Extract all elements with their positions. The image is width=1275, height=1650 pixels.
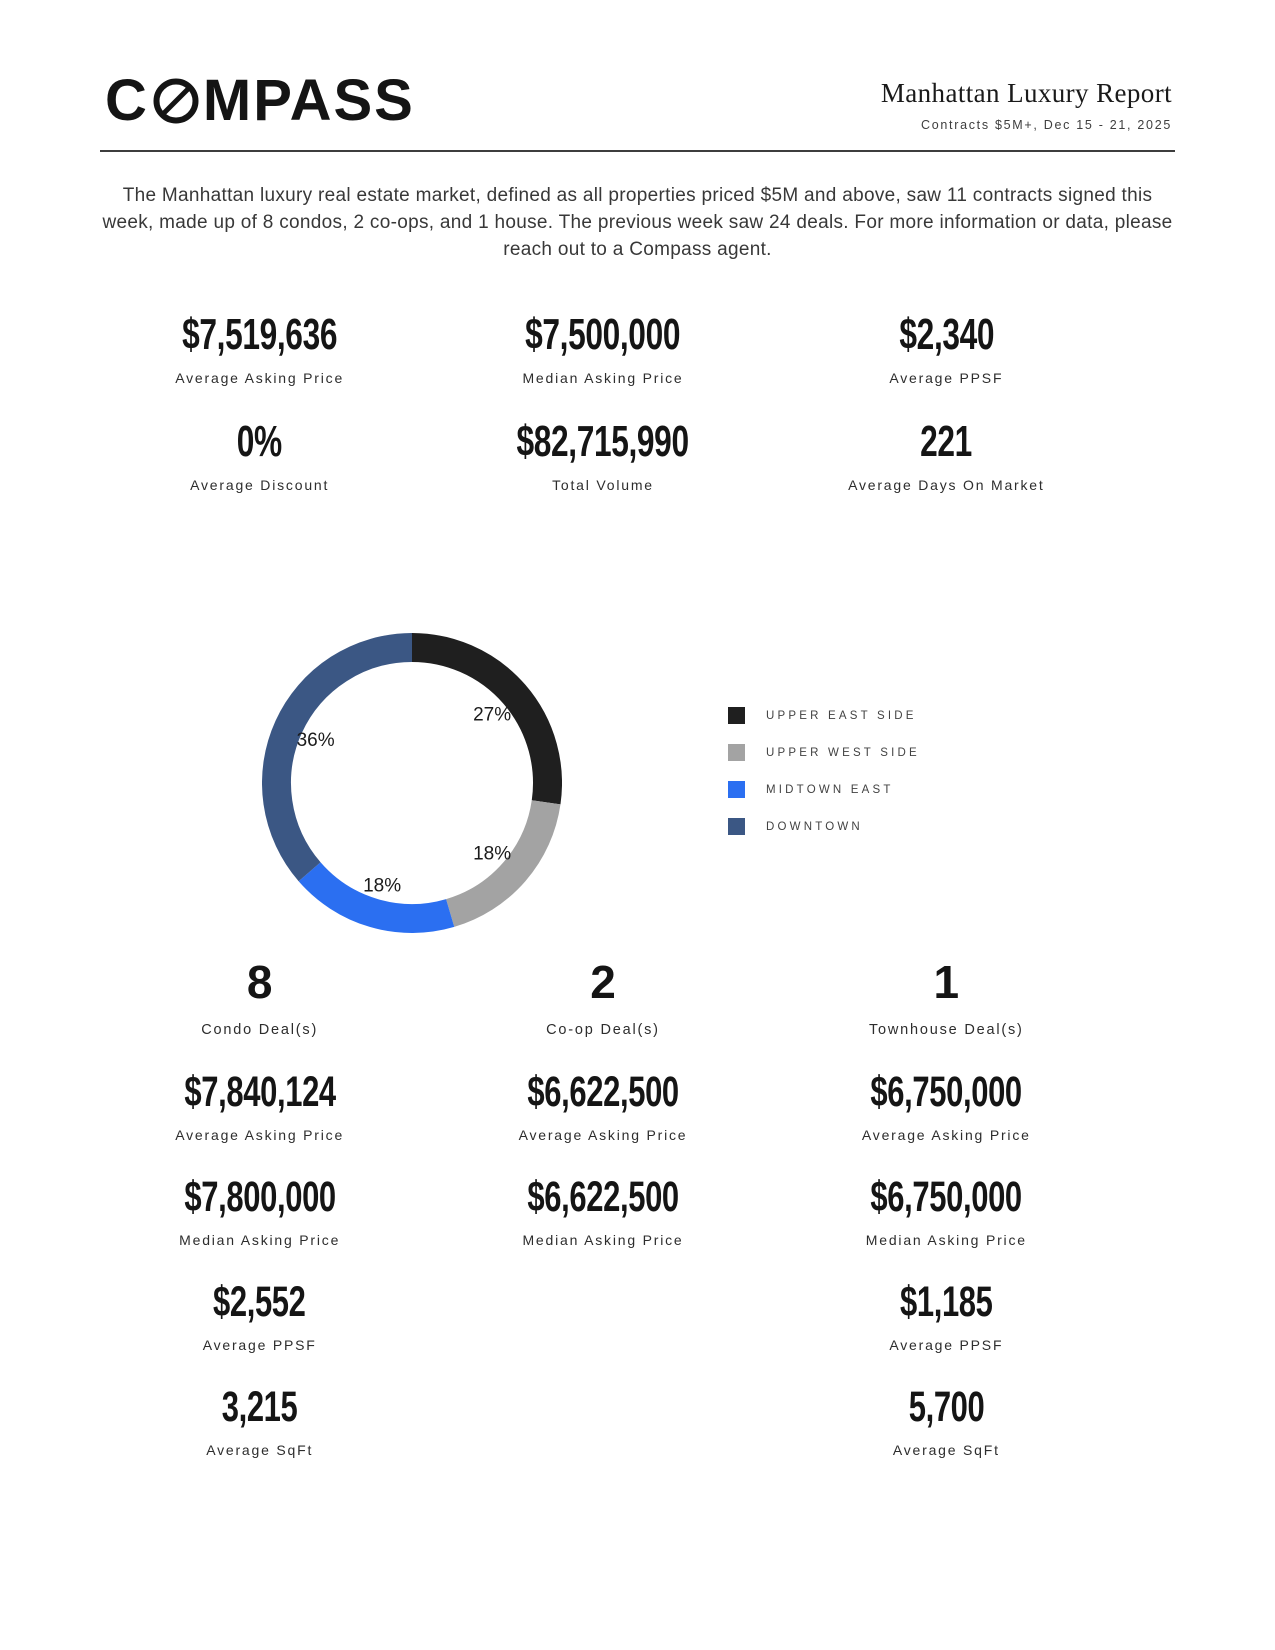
- summary-stats-grid: [88, 310, 1118, 493]
- type-stat: [88, 1383, 431, 1458]
- type-label: Townhouse Deal(s): [868, 1022, 1024, 1038]
- legend-label: DOWNTOWN: [766, 820, 863, 833]
- type-stat-value: $6,750,000: [870, 1173, 1023, 1221]
- type-count: 2: [590, 956, 616, 1008]
- type-count: 1: [933, 956, 960, 1008]
- header-divider: [100, 150, 1175, 152]
- type-stat-label: Median Asking Price: [522, 1232, 684, 1248]
- type-stat: [88, 1278, 431, 1353]
- donut-segment-downtown: [277, 648, 413, 872]
- type-col-condo: [88, 956, 431, 1458]
- compass-logo: [105, 68, 415, 133]
- type-stat-label: Average Asking Price: [175, 1127, 345, 1143]
- report-header: [0, 0, 1275, 132]
- summary-stat-label: Median Asking Price: [522, 370, 684, 386]
- header-title-block: [881, 72, 1172, 132]
- summary-stat-avg-ppsf: [775, 310, 1118, 386]
- summary-stat-value: $82,715,990: [516, 417, 690, 466]
- summary-stat-total-volume: [431, 417, 774, 493]
- summary-stat-label: Average Asking Price: [175, 370, 345, 386]
- type-stat-label: Average PPSF: [202, 1337, 317, 1353]
- legend-item-downtown: [728, 818, 920, 835]
- type-stat-label: Average Asking Price: [861, 1127, 1031, 1143]
- type-stat: [431, 1173, 774, 1248]
- summary-stat-label: Average PPSF: [889, 370, 1004, 386]
- type-stat: [775, 1173, 1118, 1248]
- type-stat-label: Average PPSF: [889, 1337, 1004, 1353]
- type-stat-value: $1,185: [900, 1278, 993, 1326]
- type-stat-label: Average SqFt: [206, 1442, 314, 1458]
- type-stat-value: $7,840,124: [183, 1068, 336, 1116]
- summary-stat-value: $2,340: [898, 310, 994, 359]
- type-stat-label: Average SqFt: [892, 1442, 1000, 1458]
- type-stat-value: $6,622,500: [527, 1173, 679, 1221]
- type-stat-value: 3,215: [221, 1383, 298, 1431]
- donut-chart-svg: [262, 633, 562, 933]
- legend-label: UPPER WEST SIDE: [766, 746, 920, 759]
- legend-swatch: [728, 781, 745, 798]
- summary-stat-value: 0%: [237, 417, 283, 466]
- type-stat: [431, 1068, 774, 1143]
- type-stat-value: 5,700: [908, 1383, 985, 1431]
- type-stat: [775, 1383, 1118, 1458]
- type-stat-label: Median Asking Price: [865, 1232, 1027, 1248]
- legend-item-upper-west-side: [728, 744, 920, 761]
- neighborhood-chart-section: [0, 633, 1275, 933]
- intro-paragraph: The Manhattan luxury real estate market, defined as all properties priced $5M and above, saw 11 contracts signed this week, made up of 8 condos, 2 co-ops, and 1 house. The previous week saw 24 deals. For more information or data, please reach out to a Compass agent.: [102, 185, 1173, 260]
- compass-logo-o-icon: [153, 78, 199, 124]
- type-stat: [88, 1068, 431, 1143]
- type-col-coop: [431, 956, 774, 1248]
- summary-stat-value: 221: [920, 417, 973, 466]
- legend-label: MIDTOWN EAST: [766, 783, 894, 796]
- type-stat: [775, 1278, 1118, 1353]
- type-stat-value: $2,552: [213, 1278, 306, 1326]
- summary-stat-label: Average Days On Market: [848, 477, 1045, 493]
- donut-percent-label: 18%: [363, 875, 402, 897]
- summary-stat-avg-discount: [88, 417, 431, 493]
- legend-swatch: [728, 818, 745, 835]
- type-col-townhouse: [775, 956, 1118, 1458]
- neighborhood-donut-chart: [262, 633, 562, 933]
- legend-item-upper-east-side: [728, 707, 920, 724]
- type-count: 8: [246, 956, 273, 1008]
- summary-stat-value: $7,500,000: [525, 310, 681, 359]
- donut-percent-label: 36%: [296, 729, 335, 751]
- type-label: Condo Deal(s): [201, 1022, 319, 1038]
- summary-stat-avg-asking-price: [88, 310, 431, 386]
- type-stat: [88, 1173, 431, 1248]
- legend-label: UPPER EAST SIDE: [766, 709, 917, 722]
- type-stat-value: $7,800,000: [183, 1173, 336, 1221]
- summary-stat-median-asking-price: [431, 310, 774, 386]
- chart-legend: [728, 707, 920, 835]
- type-stat: [775, 1068, 1118, 1143]
- summary-stat-value: $7,519,636: [182, 310, 338, 359]
- type-stat-value: $6,622,500: [527, 1068, 679, 1116]
- summary-stat-label: Average Discount: [190, 477, 330, 493]
- report-subtitle: Contracts $5M+, Dec 15 - 21, 2025: [921, 118, 1172, 132]
- report-title: Manhattan Luxury Report: [880, 78, 1172, 108]
- type-stat-label: Median Asking Price: [179, 1232, 341, 1248]
- property-types-grid: [88, 956, 1118, 1458]
- type-stat-label: Average Asking Price: [518, 1127, 688, 1143]
- type-label: Co-op Deal(s): [546, 1022, 660, 1038]
- compass-logo-text-mpass: MPASS: [202, 68, 415, 133]
- donut-percent-label: 27%: [473, 704, 512, 726]
- donut-percent-label: 18%: [473, 843, 512, 865]
- legend-item-midtown-east: [728, 781, 920, 798]
- compass-logo-text-c: C: [105, 68, 149, 133]
- summary-stat-avg-days-on-market: [775, 417, 1118, 493]
- legend-swatch: [728, 707, 745, 724]
- summary-stat-label: Total Volume: [552, 477, 654, 493]
- type-stat-value: $6,750,000: [870, 1068, 1023, 1116]
- legend-swatch: [728, 744, 745, 761]
